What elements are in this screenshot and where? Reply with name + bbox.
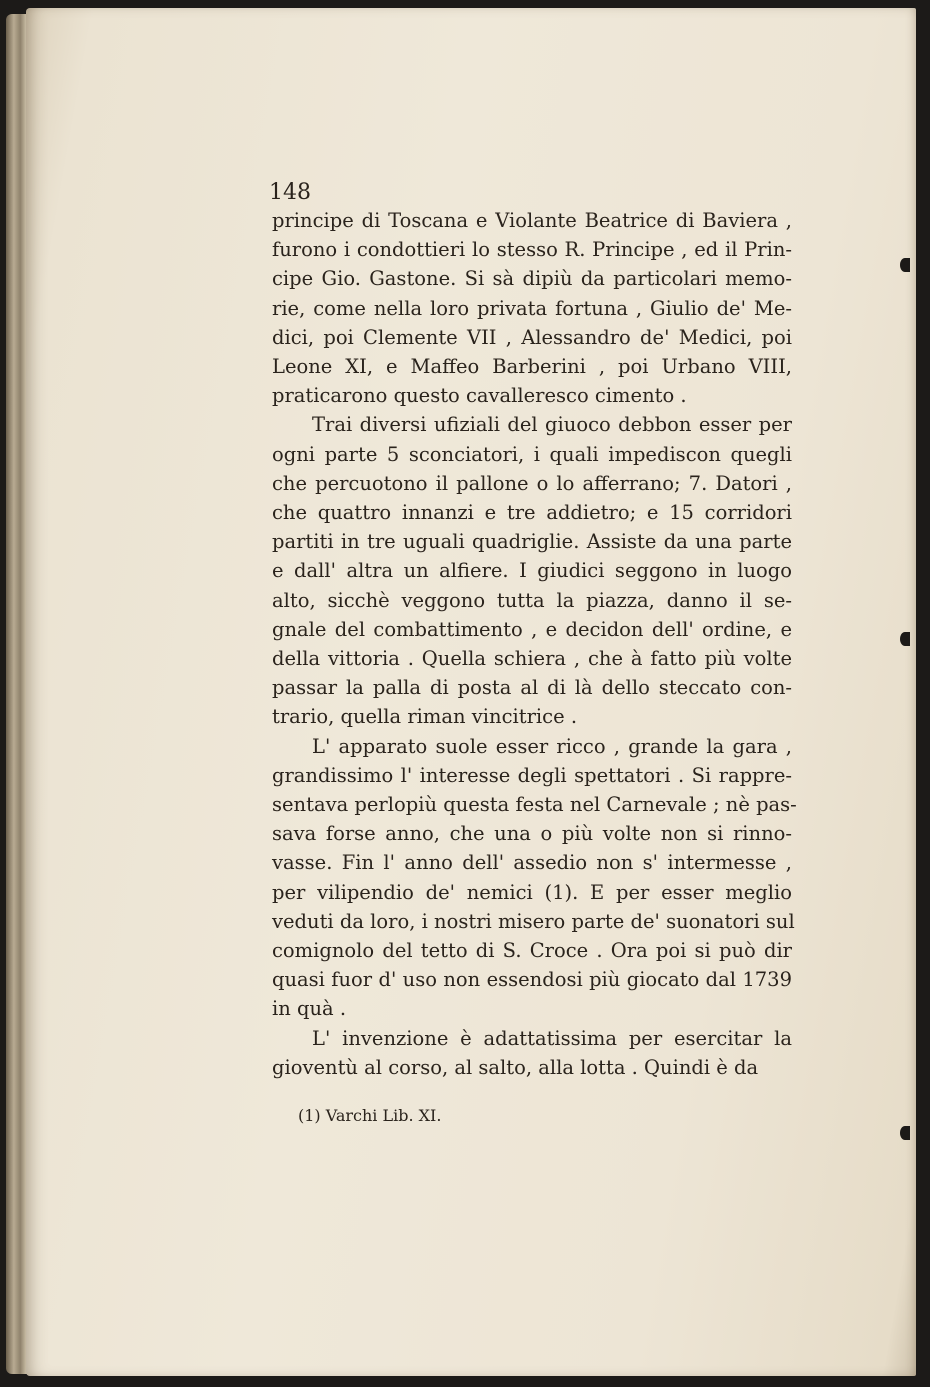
text-line: Leone XI, e Maffeo Barberini , poi Urbano VIII,: [272, 355, 792, 379]
text-line: in quà .: [272, 997, 347, 1021]
text-line: dici, poi Clemente VII , Alessandro de' Medici, poi: [272, 325, 792, 349]
text-line: furono i condottieri lo stesso R. Principe , ed il Prin-: [272, 238, 792, 262]
text-line: veduti da loro, i nostri misero parte de' suonatori sul: [272, 909, 795, 933]
text-line: alto, sicchè veggono tutta la piazza, danno il se-: [272, 588, 792, 612]
text-line: vasse. Fin l' anno dell' assedio non s' intermesse ,: [272, 851, 792, 875]
paragraphs: [272, 206, 797, 1082]
paragraph: [272, 206, 792, 410]
text-line: partiti in tre uguali quadriglie. Assiste da una parte: [272, 530, 792, 554]
binding-notch: [900, 258, 910, 272]
text-line: sentava perlopiù questa festa nel Carnevale ; nè pas-: [272, 793, 797, 817]
text-line: praticarono questo cavalleresco cimento .: [272, 384, 687, 408]
page-number: 148: [269, 180, 311, 205]
text-line: della vittoria . Quella schiera , che à fatto più volte: [272, 647, 792, 671]
text-line: cipe Gio. Gastone. Si sà dipiù da particolari memo-: [272, 267, 792, 291]
paragraph: [272, 732, 797, 1024]
text-line: rie, come nella loro privata fortuna , Giulio de' Me-: [272, 296, 792, 320]
text-line: grandissimo l' interesse degli spettatori . Si rappre-: [272, 763, 792, 787]
text-line: trario, quella riman vincitrice .: [272, 705, 578, 729]
paragraph: [272, 1024, 792, 1082]
footnote: (1) Varchi Lib. XI.: [298, 1106, 442, 1125]
text-line: principe di Toscana e Violante Beatrice di Baviera ,: [272, 209, 792, 232]
text-line: ogni parte 5 sconciatori, i quali impediscon quegli: [272, 442, 792, 466]
page-text: [269, 180, 797, 1082]
text-line: per vilipendio de' nemici (1). E per esser meglio: [272, 880, 792, 904]
text-line: passar la palla di posta al di là dello steccato con-: [272, 676, 792, 700]
text-line: che quattro innanzi e tre addietro; e 15 corridori: [272, 501, 792, 525]
text-line: comignolo del tetto di S. Croce . Ora poi si può dir: [272, 939, 792, 963]
text-line: sava forse anno, che una o più volte non si rinno-: [272, 822, 792, 846]
text-line: quasi fuor d' uso non essendosi più giocato dal 1739: [272, 968, 792, 992]
text-line: L' apparato suole esser ricco , grande la gara ,: [312, 734, 792, 758]
binding-notch: [900, 1126, 910, 1140]
binding-notch: [900, 632, 910, 646]
text-line: che percuotono il pallone o lo afferrano; 7. Datori ,: [272, 471, 792, 495]
text-line: gioventù al corso, al salto, alla lotta . Quindi è da: [272, 1055, 759, 1079]
text-line: gnale del combattimento , e decidon dell' ordine, e: [272, 617, 792, 641]
text-line: Trai diversi ufiziali del giuoco debbon esser per: [312, 413, 792, 437]
paragraph: [272, 410, 792, 731]
text-line: e dall' altra un alfiere. I giudici seggono in luogo: [272, 559, 792, 583]
text-line: L' invenzione è adattatissima per esercitar la: [312, 1026, 792, 1050]
